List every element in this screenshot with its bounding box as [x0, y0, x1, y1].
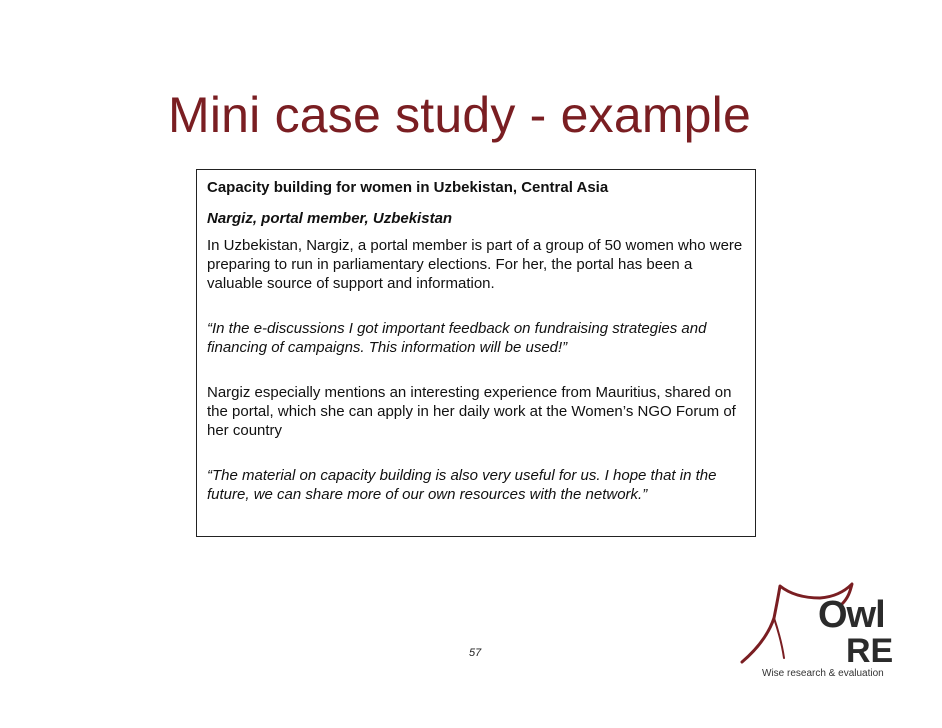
logo-word-re: RE [846, 632, 894, 670]
case-heading: Capacity building for women in Uzbekistan, Central Asia [207, 179, 609, 196]
case-quote-2: “The material on capacity building is also very useful for us. I hope that in the future, we can share more of our own resources with the network.” [207, 467, 717, 503]
page-number: 57 [469, 647, 482, 659]
case-subheading: Nargiz, portal member, Uzbekistan [207, 210, 453, 227]
owlre-logo [738, 578, 894, 682]
slide-title: Mini case study - example [168, 87, 752, 143]
case-quote-1: “In the e-discussions I got important feedback on fundraising strategies and financing of campaigns. This information will be used!” [207, 320, 707, 356]
case-study-box [196, 169, 756, 537]
case-paragraph-1: In Uzbekistan, Nargiz, a portal member is part of a group of 50 women who were preparing to run in parliamentary elections. For her, the portal has been a valuable source of support and information. [207, 237, 743, 292]
logo-word-owl: Owl [818, 594, 885, 636]
case-paragraph-2: Nargiz especially mentions an interesting experience from Mauritius, shared on the portal, which she can apply in her daily work at the Women’s NGO Forum of her country [207, 384, 736, 439]
logo-tagline: Wise research & evaluation [762, 668, 884, 679]
